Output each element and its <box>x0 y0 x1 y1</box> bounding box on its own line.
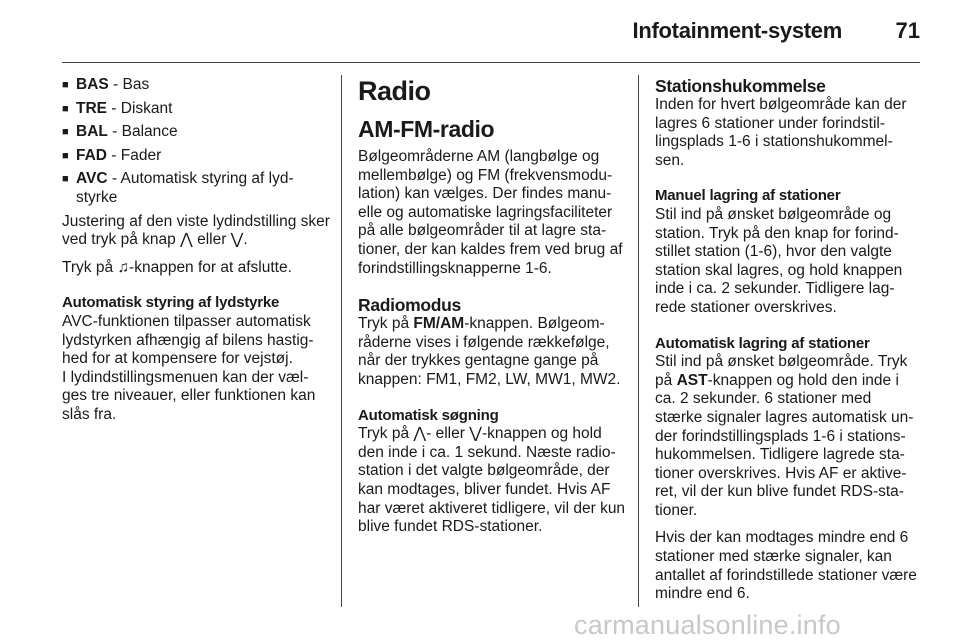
paragraph-auto-search: Tryk på ⋀- eller ⋁-knappen og hold den inde i ca. 1 sekund. Næste radio-station i det valgte bølgeområde, der kan modtages, bliver fundet. Hvis AF har været aktiveret tidligere, vil der kun blive fundet RDS-stationer. <box>358 425 626 536</box>
chevron-up-icon: ⋀ <box>180 231 193 249</box>
bullet-square-icon: ■ <box>62 149 69 162</box>
chevron-down-icon: ⋁ <box>469 425 482 443</box>
heading-radiomodus: Radiomodus <box>358 295 461 316</box>
bullet-key: TRE <box>76 99 107 117</box>
bullet-square-icon: ■ <box>62 79 69 91</box>
bullet-item-tre <box>62 100 332 119</box>
bullet-square-icon: ■ <box>62 102 69 115</box>
bullet-key: BAS <box>76 76 109 93</box>
paragraph-adjust: Justering af den viste lydindstilling sker ved tryk på knap ⋀ eller ⋁. <box>62 212 330 249</box>
column-2 <box>358 76 626 546</box>
column-divider-2 <box>638 75 639 607</box>
watermark: carmanualsonline.info <box>574 610 841 640</box>
paragraph-manual-store: Stil ind på ønsket bølgeområde og station. Tryk på den knap for forind-stillet station (1-6), hvor den valgte station skal lagres, og hold knappen inde i ca. 2 sekunder. Tidligere lag-rede stationer overskrives. <box>655 205 903 316</box>
bullet-text: - Diskant <box>107 99 173 117</box>
column-divider-1 <box>341 75 342 607</box>
key-fm-am: FM/AM <box>413 315 465 333</box>
column-3 <box>655 76 921 613</box>
bullet-item-fad <box>62 147 332 166</box>
bullet-text: - Automatisk styring af lyd-styrke <box>76 170 294 206</box>
bullet-text: - Balance <box>107 123 178 141</box>
paragraph-exit: Tryk på ♫-knappen for at afslutte. <box>62 258 292 276</box>
chevron-down-icon: ⋁ <box>230 231 244 249</box>
bullet-item-avc <box>62 170 332 207</box>
subheading-auto-search: Automatisk søgning <box>358 406 499 424</box>
key-ast: AST <box>676 371 708 389</box>
paragraph-avc-desc: AVC-funktionen tilpasser automatisk lydstyrken afhængig af bilens hastig-hed for at kompensere for vejstøj. <box>62 312 314 368</box>
chevron-up-icon: ⋀ <box>413 425 427 443</box>
bullet-item-bal <box>62 123 332 142</box>
section-title-radio: Radio <box>358 76 431 106</box>
section-title-am-fm: AM-FM-radio <box>358 116 495 142</box>
bullet-item-bas <box>62 76 332 95</box>
bullet-square-icon: ■ <box>62 126 69 139</box>
heading-station-memory: Stationshukommelse <box>655 76 826 96</box>
subheading-auto-store: Automatisk lagring af stationer <box>655 334 870 352</box>
paragraph-auto-store: Stil ind på ønsket bølgeområde. Tryk på AST-knappen og hold den inde i ca. 2 sekunder. 6 stationer med stærke signaler lagres automatisk un-der forindstillingsplads 1-6 i stations-hukommelsen. Tidligere lagrede sta-tioner overskrives. Hvis AF er aktive-ret, vil der kun blive fundet RDS-sta-tioner. <box>655 353 914 519</box>
subheading-manual-store: Manuel lagring af stationer <box>655 187 841 205</box>
paragraph-wavebands: Bølgeområderne AM (langbølge og mellembølge) og FM (frekvensmodu-lation) kan vælges. Der findes manu-elle og automatiske lagringsfaciliteter på alle bølgeområder til at lagre sta-tioner, der kan kaldes frem ved brug af forindstillingsknapperne 1-6. <box>358 148 623 277</box>
music-note-icon: ♫ <box>117 258 130 276</box>
page-header <box>0 0 960 62</box>
bullet-square-icon: ■ <box>62 173 69 186</box>
subheading-avc: Automatisk styring af lydstyrke <box>62 294 280 312</box>
paragraph-avc-levels: I lydindstillingsmenuen kan der væl-ges tre niveauer, eller funktionen kan slås fra. <box>62 368 316 423</box>
bullet-text: - Bas <box>108 76 150 93</box>
header-rule <box>62 62 920 63</box>
bullet-key: AVC <box>76 170 108 188</box>
paragraph-radiomodus: Tryk på FM/AM-knappen. Bølgeom-råderne vises i følgende rækkefølge, når der trykkes gentagne gange på knappen: FM1, FM2, LW, MW1, MW2. <box>358 315 621 388</box>
paragraph-station-memory: Inden for hvert bølgeområde kan der lagres 6 stationer under forindstil-lingsplads 1-6 i stationshukommel-sen. <box>655 96 907 169</box>
page-number: 71 <box>895 18 920 43</box>
bullet-key: FAD <box>76 146 107 164</box>
page-title: Infotainment-system <box>632 18 842 43</box>
bullet-text: - Fader <box>107 146 162 164</box>
paragraph-fewer-stations: Hvis der kan modtages mindre end 6 stationer med stærke signaler, kan antallet af forindstillede stationer være mindre end 6. <box>655 529 917 603</box>
column-1 <box>62 76 332 434</box>
bullet-key: BAL <box>76 123 108 141</box>
